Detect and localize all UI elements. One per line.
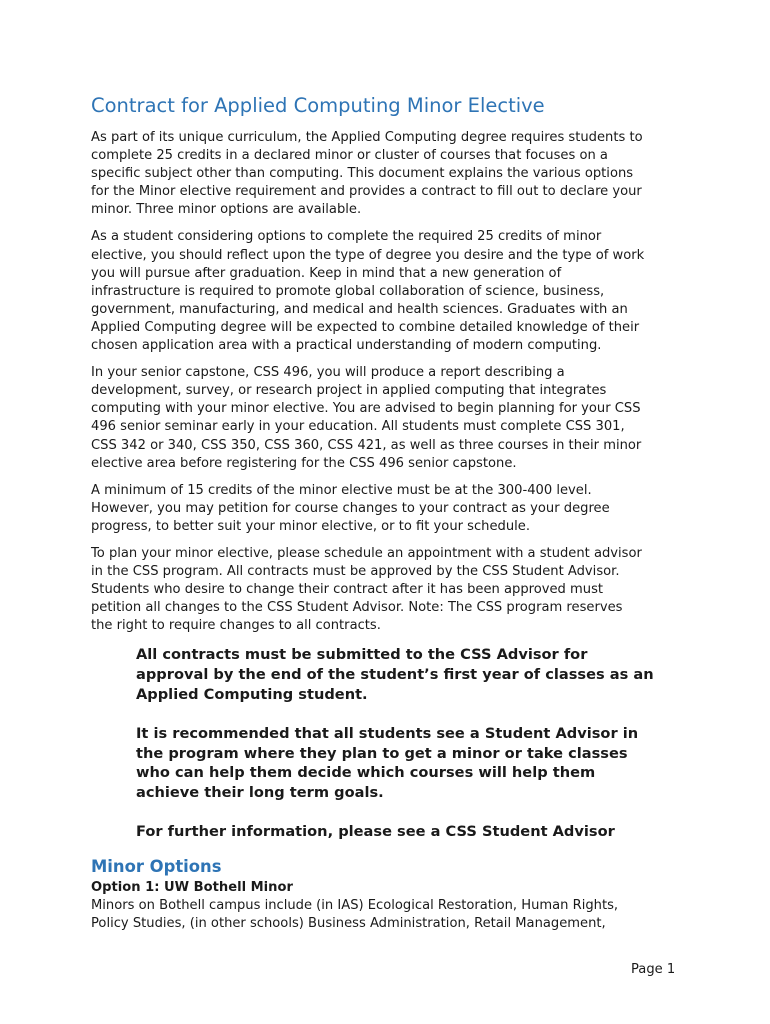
text-line: However, you may petition for course changes to your contract as your degree [91, 500, 610, 516]
considering-options-paragraph [91, 228, 691, 355]
notice-line: the program where they plan to get a minor or take classes [136, 744, 628, 762]
further-information-notice [136, 822, 691, 842]
text-line: To plan your minor elective, please schedule an appointment with a student advisor [91, 545, 642, 561]
notice-line: For further information, please see a CSS Student Advisor [136, 823, 615, 841]
text-line: specific subject other than computing. This document explains the various options [91, 166, 634, 182]
notice-line: who can help them decide which courses will help them [136, 764, 596, 782]
document-page [91, 94, 691, 942]
text-line: Students who desire to change their contract after it has been approved must [91, 582, 604, 598]
text-line: 496 senior seminar early in your education. All students must complete CSS 301, [91, 419, 625, 435]
notice-block [136, 645, 691, 841]
submission-notice [136, 645, 691, 704]
notice-line: achieve their long term goals. [136, 784, 384, 802]
text-line: elective area before registering for the CSS 496 senior capstone. [91, 455, 517, 471]
capstone-paragraph [91, 364, 691, 473]
document-title: Contract for Applied Computing Minor Elective [91, 94, 545, 117]
option-1-title: Option 1: UW Bothell Minor [91, 879, 293, 895]
text-line: CSS 342 or 340, CSS 350, CSS 360, CSS 421, as well as three courses in their minor [91, 437, 642, 453]
text-line: In your senior capstone, CSS 496, you will produce a report describing a [91, 365, 565, 381]
text-line: for the Minor elective requirement and provides a contract to fill out to declare your [91, 184, 642, 200]
text-line: elective, you should reflect upon the type of degree you desire and the type of work [91, 247, 645, 263]
text-line: Policy Studies, (in other schools) Business Administration, Retail Management, [91, 915, 606, 931]
text-line: progress, to better suit your minor elective, or to fit your schedule. [91, 518, 530, 534]
text-line: you will pursue after graduation. Keep in mind that a new generation of [91, 265, 562, 281]
text-line: computing with your minor elective. You are advised to begin planning for your CSS [91, 401, 641, 417]
planning-paragraph [91, 545, 691, 635]
credits-paragraph [91, 482, 691, 536]
text-line: Minors on Bothell campus include (in IAS) Ecological Restoration, Human Rights, [91, 897, 619, 913]
text-line: Applied Computing degree will be expected to combine detailed knowledge of their [91, 319, 640, 335]
text-line: A minimum of 15 credits of the minor elective must be at the 300-400 level. [91, 482, 592, 498]
text-line: the right to require changes to all contracts. [91, 618, 381, 634]
intro-paragraph [91, 129, 691, 219]
text-line: in the CSS program. All contracts must be approved by the CSS Student Advisor. [91, 564, 620, 580]
text-line: government, manufacturing, and medical and health sciences. Graduates with an [91, 301, 628, 317]
text-line: petition all changes to the CSS Student Advisor. Note: The CSS program reserves [91, 600, 623, 616]
text-line: development, survey, or research project in applied computing that integrates [91, 383, 607, 399]
text-line: As a student considering options to complete the required 25 credits of minor [91, 229, 602, 245]
text-line: minor. Three minor options are available. [91, 202, 362, 218]
text-line: chosen application area with a practical understanding of modern computing. [91, 338, 602, 354]
notice-line: All contracts must be submitted to the CSS Advisor for [136, 646, 588, 664]
text-line: As part of its unique curriculum, the Applied Computing degree requires students to [91, 130, 643, 145]
text-line: complete 25 credits in a declared minor or cluster of courses that focuses on a [91, 148, 608, 164]
notice-line: Applied Computing student. [136, 686, 368, 704]
minor-options-heading: Minor Options [91, 856, 222, 876]
page-number: Page 1 [631, 962, 676, 977]
notice-line: approval by the end of the student’s first year of classes as an [136, 666, 654, 684]
text-line: infrastructure is required to promote global collaboration of science, business, [91, 283, 605, 299]
notice-line: It is recommended that all students see a Student Advisor in [136, 724, 639, 742]
option-1-paragraph [91, 897, 691, 933]
advisor-recommendation-notice [136, 724, 691, 803]
